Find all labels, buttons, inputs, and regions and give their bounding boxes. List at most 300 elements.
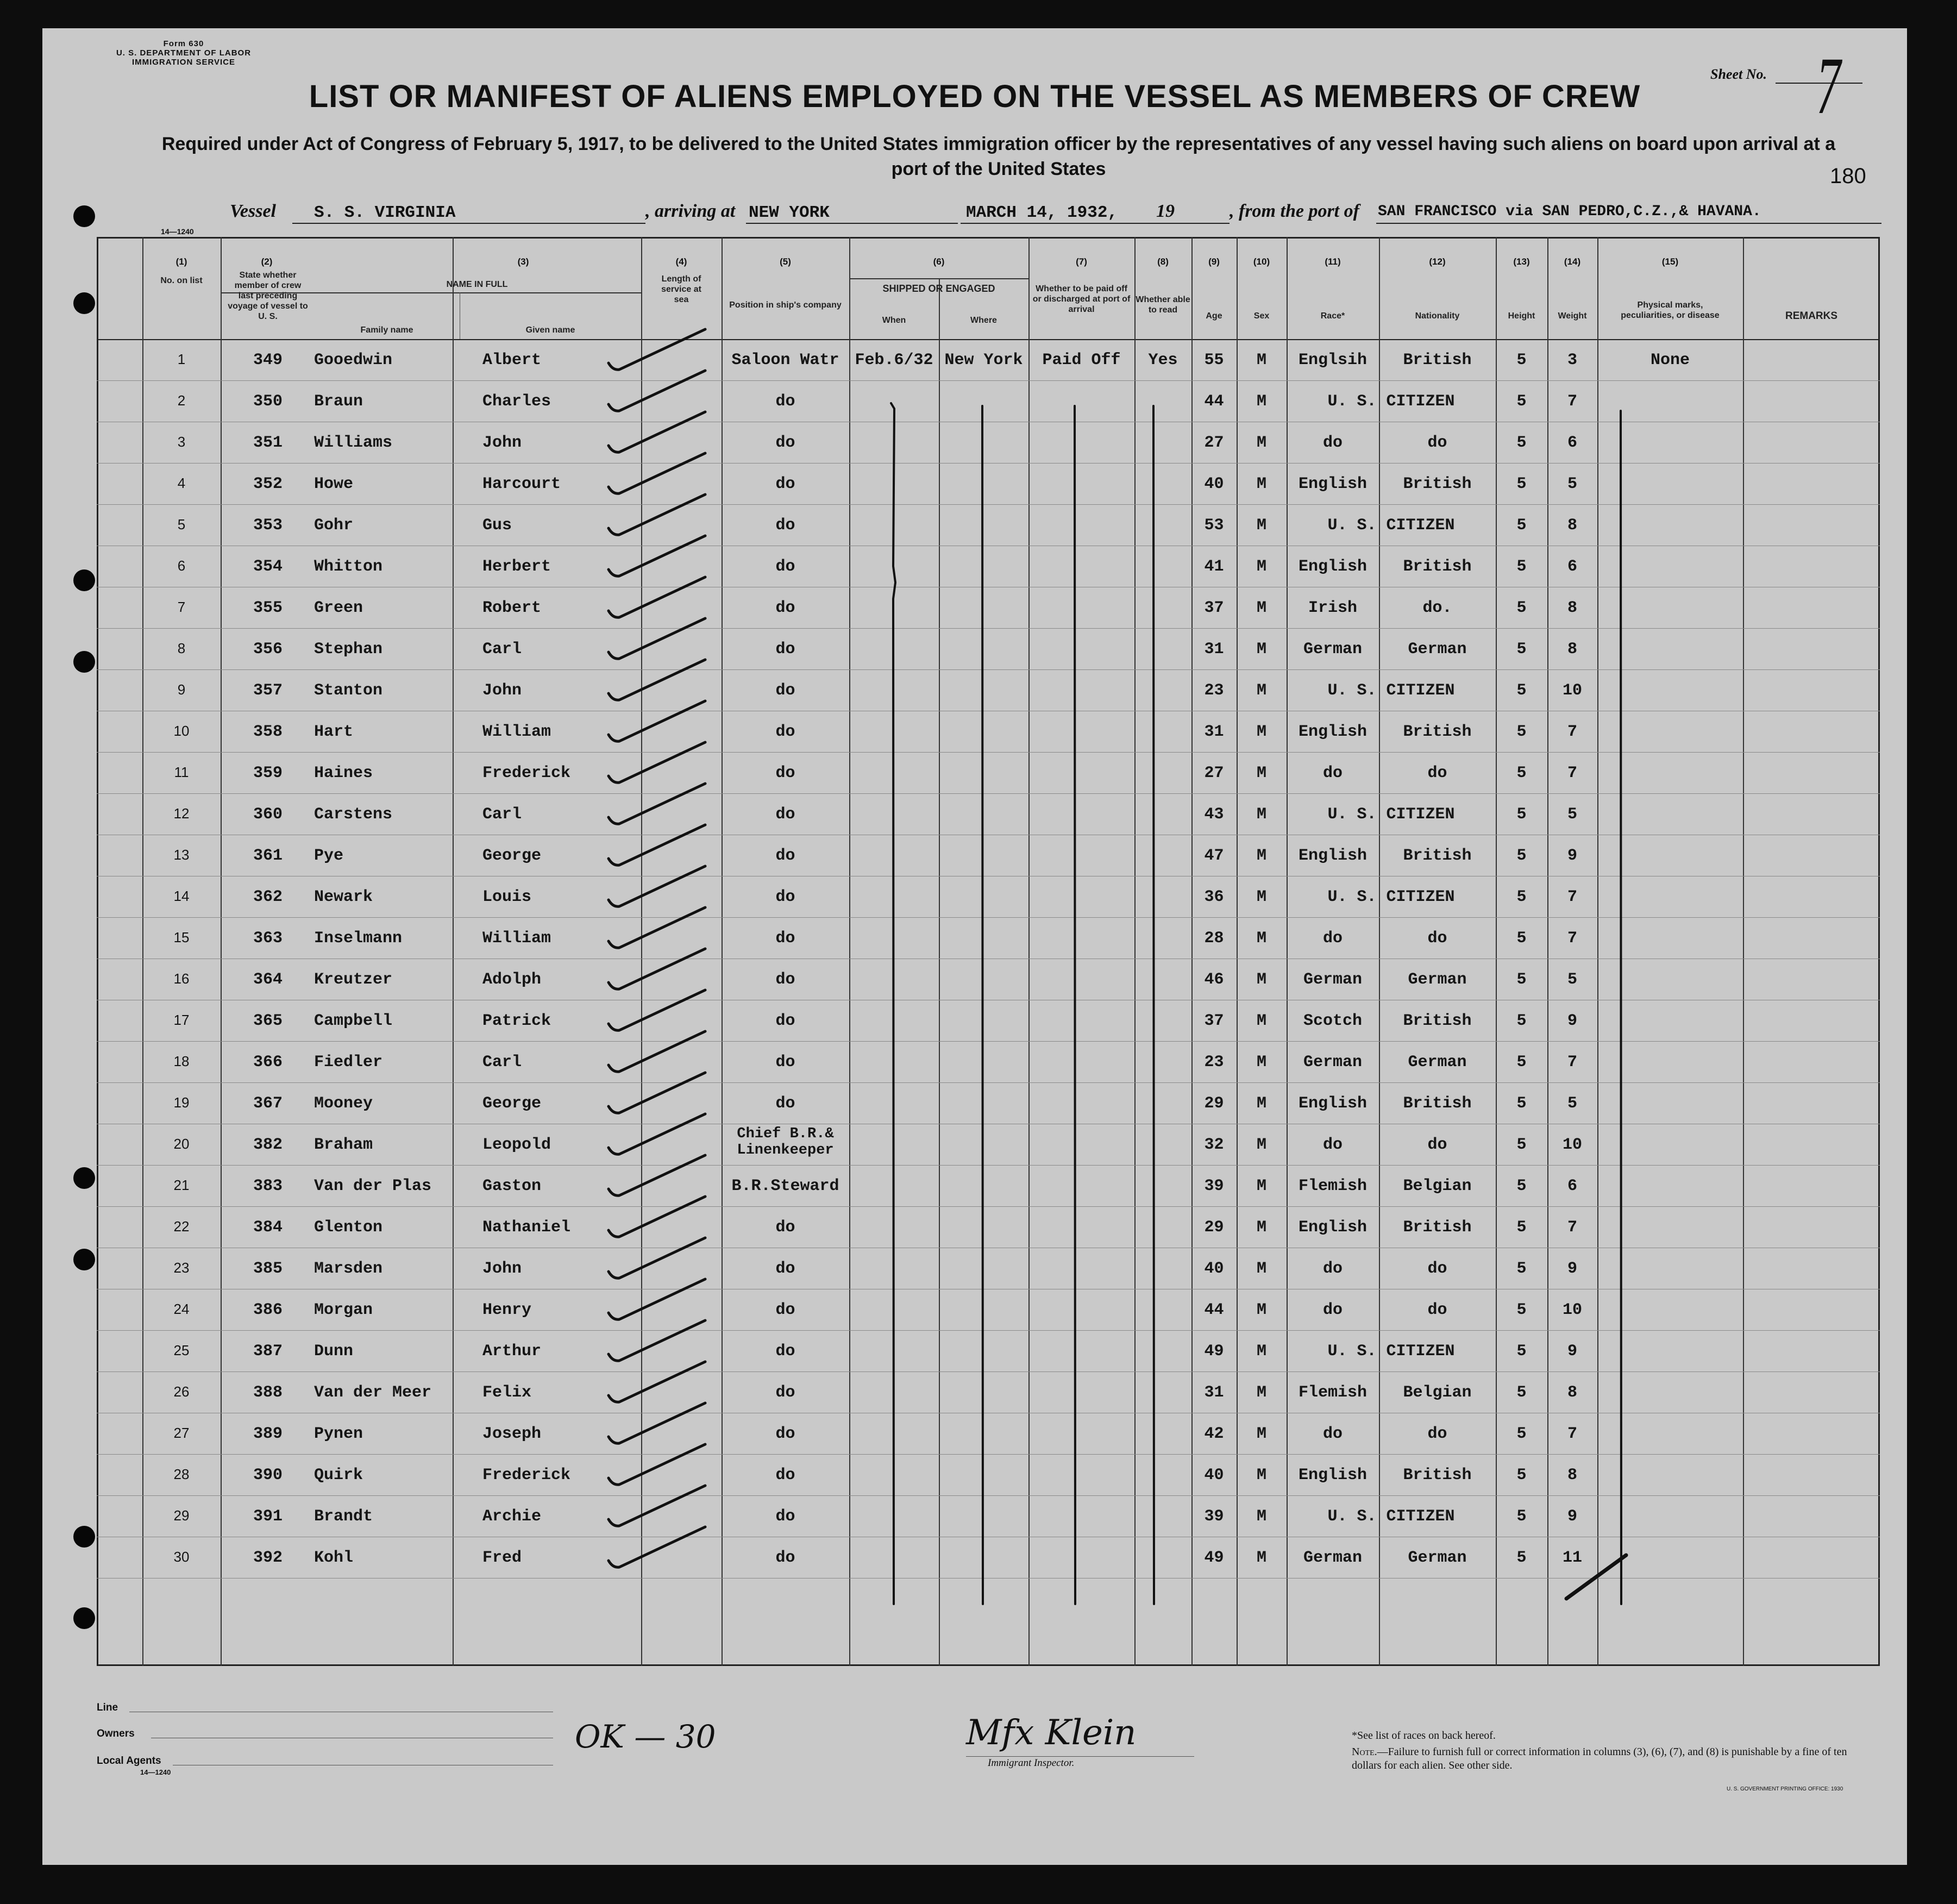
cell-height: 5	[1516, 681, 1527, 700]
cell-height: 5	[1516, 1342, 1527, 1361]
cell-sex: M	[1256, 1094, 1266, 1113]
binder-hole	[73, 1249, 95, 1270]
page-number: 180	[1830, 164, 1866, 188]
cell-weight: 7	[1567, 929, 1577, 948]
cell-height: 5	[1516, 1507, 1527, 1526]
cell-family: Van der Plas	[314, 1177, 432, 1195]
cell-sex: M	[1256, 599, 1266, 617]
cell-nationality: do	[1427, 1301, 1447, 1319]
cell-age: 49	[1204, 1342, 1224, 1361]
cell-family: Whitton	[314, 558, 383, 576]
cell-no: 21	[173, 1177, 190, 1193]
cell-age: 44	[1204, 1301, 1224, 1319]
cell-sex: M	[1256, 434, 1266, 452]
col8-number: (8)	[1157, 256, 1169, 267]
cell-height: 5	[1516, 558, 1527, 576]
cell-given: Arthur	[482, 1342, 542, 1361]
cell-prev: 351	[253, 434, 283, 452]
cell-weight: 10	[1562, 1136, 1582, 1154]
cell-family: Braun	[314, 392, 363, 411]
cell-position: do	[775, 1507, 795, 1526]
cell-prev: 385	[253, 1260, 283, 1278]
check-mark	[609, 1403, 705, 1443]
cell-position: Chief B.R.& Linenkeeper	[737, 1126, 834, 1158]
cell-weight: 11	[1562, 1549, 1582, 1567]
given-name-header: Given name	[525, 325, 575, 335]
cell-given: John	[482, 681, 522, 700]
cell-nationality: British	[1403, 723, 1472, 741]
cell-sex: M	[1256, 1136, 1266, 1154]
cell-no: 14	[173, 888, 190, 904]
cell-race: English	[1298, 847, 1368, 865]
check-mark	[609, 1238, 705, 1278]
cell-age: 36	[1204, 888, 1224, 906]
cell-marks: None	[1650, 351, 1690, 369]
cell-prev: 350	[253, 392, 283, 411]
cell-no: 4	[177, 475, 186, 491]
col1-number: (1)	[175, 256, 187, 267]
cell-position: do	[775, 970, 795, 989]
cell-position: do	[775, 1466, 795, 1485]
cell-family: Inselmann	[314, 929, 403, 948]
cell-height: 5	[1516, 723, 1527, 741]
check-mark	[609, 1031, 705, 1072]
col4-number: (4)	[675, 256, 687, 267]
cell-position: do	[775, 681, 795, 700]
cell-family: Howe	[314, 475, 354, 493]
cell-family: Stephan	[314, 640, 383, 659]
cell-weight: 7	[1567, 723, 1577, 741]
cell-no: 2	[177, 392, 186, 409]
cell-sex: M	[1256, 1301, 1266, 1319]
cell-nationality: do	[1427, 929, 1447, 948]
from-port: SAN FRANCISCO via SAN PEDRO,C.Z.,& HAVANA.	[1378, 203, 1761, 220]
col3-header: NAME IN FULL	[446, 280, 508, 289]
closing-slash	[1566, 1555, 1626, 1599]
cell-nationality: British	[1403, 558, 1472, 576]
cell-sex: M	[1256, 351, 1266, 369]
cell-prev: 358	[253, 723, 283, 741]
check-mark	[609, 1362, 705, 1402]
cell-no: 9	[177, 681, 186, 698]
cell-family: Newark	[314, 888, 373, 906]
cell-sex: M	[1256, 516, 1266, 535]
cell-nationality: Belgian	[1403, 1383, 1472, 1402]
cell-age: 42	[1204, 1425, 1224, 1443]
cell-citizen: U. S. CITIZEN	[1327, 516, 1455, 535]
cell-age: 37	[1204, 599, 1224, 617]
cell-prev: 391	[253, 1507, 283, 1526]
cell-age: 41	[1204, 558, 1224, 576]
check-mark	[609, 1197, 705, 1237]
cell-no: 15	[173, 929, 190, 945]
col4-header: Length of service at sea	[661, 274, 701, 304]
printing-office: U. S. GOVERNMENT PRINTING OFFICE: 1930	[1727, 1786, 1843, 1792]
cell-no: 16	[173, 970, 190, 987]
handwritten-ok: OK — 30	[575, 1718, 716, 1755]
cell-given: George	[482, 847, 542, 865]
cell-height: 5	[1516, 1425, 1527, 1443]
inspector-label: Immigrant Inspector.	[988, 1757, 1075, 1769]
cell-position: do	[775, 1260, 795, 1278]
col7-header: Whether to be paid off or discharged at port of arrival	[1032, 284, 1131, 314]
cell-no: 22	[173, 1218, 190, 1235]
cell-position: do	[775, 929, 795, 948]
cell-no: 1	[177, 351, 186, 367]
cell-nationality: do	[1427, 434, 1447, 452]
cell-nationality: British	[1403, 847, 1472, 865]
cell-height: 5	[1516, 847, 1527, 865]
cell-age: 37	[1204, 1012, 1224, 1030]
cell-given: Patrick	[482, 1012, 551, 1030]
cell-given: Harcourt	[482, 475, 561, 493]
cell-prev: 357	[253, 681, 283, 700]
cell-race: Flemish	[1298, 1177, 1368, 1195]
cell-no: 19	[173, 1094, 190, 1111]
cell-race: English	[1298, 558, 1368, 576]
cell-prev: 384	[253, 1218, 283, 1237]
cell-weight: 9	[1567, 1260, 1577, 1278]
cell-position: do	[775, 1094, 795, 1113]
cell-family: Stanton	[314, 681, 383, 700]
cell-no: 27	[173, 1425, 190, 1441]
cell-age: 40	[1204, 1466, 1224, 1485]
col5-number: (5)	[780, 256, 791, 267]
vessel-name: S. S. VIRGINIA	[314, 203, 456, 222]
cell-sex: M	[1256, 764, 1266, 782]
cell-citizen: U. S. CITIZEN	[1327, 392, 1455, 411]
cell-no: 30	[173, 1549, 190, 1565]
cell-sex: M	[1256, 681, 1266, 700]
cell-no: 5	[177, 516, 186, 533]
binder-hole	[73, 1607, 95, 1629]
department-name: U. S. DEPARTMENT OF LABOR	[116, 48, 252, 58]
cell-given: Gaston	[482, 1177, 542, 1195]
cell-weight: 9	[1567, 1342, 1577, 1361]
cell-position: do	[775, 434, 795, 452]
cell-age: 47	[1204, 847, 1224, 865]
cell-weight: 5	[1567, 1094, 1577, 1113]
cell-sex: M	[1256, 970, 1266, 989]
cell-given: Frederick	[482, 764, 571, 782]
cell-no: 25	[173, 1342, 190, 1358]
cell-citizen: U. S. CITIZEN	[1327, 888, 1455, 906]
cell-race: Irish	[1308, 599, 1357, 617]
cell-sex: M	[1256, 1177, 1266, 1195]
cell-age: 27	[1204, 764, 1224, 782]
cell-given: Leopold	[482, 1136, 551, 1154]
cell-given: Fred	[482, 1549, 522, 1567]
cell-race: English	[1298, 475, 1368, 493]
cell-citizen: U. S. CITIZEN	[1327, 1507, 1455, 1526]
cell-nationality: British	[1403, 351, 1472, 369]
cell-no: 20	[173, 1136, 190, 1152]
cell-weight: 6	[1567, 558, 1577, 576]
cell-family: Braham	[314, 1136, 373, 1154]
cell-prev: 367	[253, 1094, 283, 1113]
check-mark	[609, 949, 705, 989]
binder-hole	[73, 1526, 95, 1548]
cell-race: German	[1303, 1549, 1363, 1567]
line-label: Line	[97, 1702, 118, 1713]
cell-family: Green	[314, 599, 363, 617]
col7-number: (7)	[1076, 256, 1087, 267]
check-mark	[609, 907, 705, 948]
cell-family: Carstens	[314, 805, 393, 824]
cell-race: English	[1298, 1094, 1368, 1113]
cell-no: 23	[173, 1260, 190, 1276]
cell-height: 5	[1516, 599, 1527, 617]
col10-header: Sex	[1253, 311, 1270, 321]
cell-no: 17	[173, 1012, 190, 1028]
note-text: —Failure to furnish full or correct information in columns (3), (6), (7), and (8) is punishable by a fine of ten dollars for each alien. See other side.	[1352, 1746, 1847, 1771]
cell-weight: 8	[1567, 516, 1577, 535]
cell-race: English	[1298, 1218, 1368, 1237]
cell-age: 39	[1204, 1507, 1224, 1526]
cell-given: Carl	[482, 1053, 522, 1072]
cell-race: do	[1322, 1301, 1343, 1319]
cell-age: 40	[1204, 475, 1224, 493]
cell-read: Yes	[1148, 351, 1178, 369]
cell-prev: 363	[253, 929, 283, 948]
check-mark	[609, 701, 705, 741]
cell-position: do	[775, 1425, 795, 1443]
cell-family: Kreutzer	[314, 970, 393, 989]
cell-sex: M	[1256, 558, 1266, 576]
col11-number: (11)	[1325, 256, 1341, 267]
col1-header: No. on list	[160, 276, 203, 285]
penalty-note	[1352, 1745, 1852, 1773]
cell-race: Englsih	[1298, 351, 1368, 369]
cell-prev: 365	[253, 1012, 283, 1030]
cell-given: John	[482, 1260, 522, 1278]
cell-given: Nathaniel	[482, 1218, 571, 1237]
cell-height: 5	[1516, 1136, 1527, 1154]
cell-weight: 3	[1567, 351, 1577, 369]
cell-position: B.R.Steward	[731, 1177, 839, 1195]
check-mark	[609, 329, 705, 369]
cell-position: do	[775, 1342, 795, 1361]
cell-given: Felix	[482, 1383, 532, 1402]
cell-sex: M	[1256, 1549, 1266, 1567]
cell-position: do	[775, 1053, 795, 1072]
form-number: Form 630	[163, 39, 204, 48]
subtitle-line-1: Required under Act of Congress of February 5, 1917, to be delivered to the United States immigration officer by the representatives of any vessel having such aliens on board upon arrival at a	[161, 134, 1836, 154]
owners-label: Owners	[97, 1728, 135, 1739]
arrival-date: MARCH 14, 1932,	[966, 203, 1118, 222]
cell-position: do	[775, 1301, 795, 1319]
cell-sex: M	[1256, 475, 1266, 493]
cell-no: 18	[173, 1053, 190, 1069]
ditto-line-read	[1153, 406, 1154, 1604]
cell-weight: 8	[1567, 640, 1577, 659]
cell-weight: 10	[1562, 681, 1582, 700]
cell-weight: 5	[1567, 970, 1577, 989]
cell-no: 3	[177, 434, 186, 450]
cell-family: Gohr	[314, 516, 354, 535]
cell-given: Gus	[482, 516, 512, 535]
cell-prev: 362	[253, 888, 283, 906]
inspector-underline	[966, 1756, 1194, 1757]
cell-height: 5	[1516, 929, 1527, 948]
col9-number: (9)	[1208, 256, 1220, 267]
check-mark	[609, 1527, 705, 1567]
cell-nationality: British	[1403, 1466, 1472, 1485]
cell-age: 31	[1204, 723, 1224, 741]
cell-given: Carl	[482, 640, 522, 659]
cell-height: 5	[1516, 805, 1527, 824]
col8-header: Whether able to read	[1136, 295, 1190, 315]
cell-nationality: British	[1403, 1094, 1472, 1113]
cell-prev: 389	[253, 1425, 283, 1443]
cell-citizen: U. S. CITIZEN	[1327, 805, 1455, 824]
cell-race: German	[1303, 640, 1363, 659]
cell-age: 27	[1204, 434, 1224, 452]
cell-weight: 9	[1567, 1012, 1577, 1030]
cell-sex: M	[1256, 1342, 1266, 1361]
cell-race: do	[1322, 764, 1343, 782]
cell-sex: M	[1256, 392, 1266, 411]
cell-sex: M	[1256, 1466, 1266, 1485]
cell-height: 5	[1516, 1218, 1527, 1237]
check-mark	[609, 1155, 705, 1195]
cell-weight: 7	[1567, 764, 1577, 782]
cell-position: Saloon Watr	[731, 351, 839, 369]
cell-family: Pynen	[314, 1425, 363, 1443]
cell-height: 5	[1516, 640, 1527, 659]
check-mark	[609, 866, 705, 906]
cell-position: do	[775, 558, 795, 576]
cell-sex: M	[1256, 1260, 1266, 1278]
cell-race: English	[1298, 723, 1368, 741]
manifest-sheet	[42, 28, 1907, 1865]
cell-race: do	[1322, 434, 1343, 452]
cell-family: Quirk	[314, 1466, 363, 1485]
cell-weight: 7	[1567, 888, 1577, 906]
cell-position: do	[775, 516, 795, 535]
local-agents-label: Local Agents	[97, 1755, 161, 1767]
cell-race: do	[1322, 1260, 1343, 1278]
cell-family: Mooney	[314, 1094, 373, 1113]
cell-position: do	[775, 1218, 795, 1237]
check-mark	[609, 412, 705, 452]
vessel-label: Vessel	[230, 201, 276, 221]
cell-family: Brandt	[314, 1507, 373, 1526]
col10-number: (10)	[1253, 256, 1270, 267]
cell-weight: 7	[1567, 1425, 1577, 1443]
ditto-line-where	[982, 406, 983, 1604]
col9-header: Age	[1206, 311, 1222, 321]
col11-header: Race*	[1320, 311, 1345, 321]
cell-position: do	[775, 640, 795, 659]
col14-header: Weight	[1558, 311, 1587, 321]
cell-height: 5	[1516, 1012, 1527, 1030]
cell-position: do	[775, 723, 795, 741]
remarks-header: REMARKS	[1785, 310, 1838, 322]
binder-hole	[73, 205, 95, 227]
cell-age: 32	[1204, 1136, 1224, 1154]
binder-hole	[73, 292, 95, 314]
cell-height: 5	[1516, 970, 1527, 989]
cell-position: do	[775, 847, 795, 865]
cell-age: 31	[1204, 640, 1224, 659]
cell-no: 11	[174, 764, 189, 780]
cell-sex: M	[1256, 723, 1266, 741]
cell-weight: 8	[1567, 1383, 1577, 1402]
cell-position: do	[775, 392, 795, 411]
col14-number: (14)	[1564, 256, 1581, 267]
sheet-number-value: 7	[1816, 41, 1841, 131]
cell-family: Williams	[314, 434, 393, 452]
binder-hole	[73, 651, 95, 673]
cell-height: 5	[1516, 1549, 1527, 1567]
cell-no: 26	[173, 1383, 190, 1400]
cell-sex: M	[1256, 1053, 1266, 1072]
cell-race: German	[1303, 1053, 1363, 1072]
cell-age: 53	[1204, 516, 1224, 535]
ditto-line-when	[891, 403, 895, 1604]
page-title: LIST OR MANIFEST OF ALIENS EMPLOYED ON THE VESSEL AS MEMBERS OF CREW	[309, 79, 1641, 114]
cell-prev: 366	[253, 1053, 283, 1072]
cell-nationality: British	[1403, 1012, 1472, 1030]
cell-given: Archie	[482, 1507, 542, 1526]
check-mark	[609, 453, 705, 493]
cell-height: 5	[1516, 1094, 1527, 1113]
cell-weight: 10	[1562, 1301, 1582, 1319]
arriving-label: , arriving at	[645, 201, 736, 221]
cell-age: 40	[1204, 1260, 1224, 1278]
cell-given: William	[482, 929, 551, 948]
cell-position: do	[775, 1549, 795, 1567]
cell-no: 7	[177, 599, 186, 615]
cell-given: Joseph	[482, 1425, 542, 1443]
cell-family: Glenton	[314, 1218, 383, 1237]
cell-sex: M	[1256, 640, 1266, 659]
cell-prev: 388	[253, 1383, 283, 1402]
cell-race: Scotch	[1303, 1012, 1363, 1030]
year-label: 19	[1156, 201, 1175, 221]
cell-prev: 353	[253, 516, 283, 535]
cell-given: Adolph	[482, 970, 542, 989]
cell-prev: 386	[253, 1301, 283, 1319]
cell-weight: 7	[1567, 1053, 1577, 1072]
cell-weight: 6	[1567, 1177, 1577, 1195]
cell-prev: 349	[253, 351, 283, 369]
cell-nationality: British	[1403, 475, 1472, 493]
cell-age: 31	[1204, 1383, 1224, 1402]
cell-weight: 5	[1567, 475, 1577, 493]
col6-number: (6)	[933, 256, 945, 267]
cell-prev: 364	[253, 970, 283, 989]
arrival-port: NEW YORK	[749, 203, 830, 222]
check-mark	[609, 577, 705, 617]
cell-sex: M	[1256, 805, 1266, 824]
col15-number: (15)	[1661, 256, 1679, 267]
cell-position: do	[775, 599, 795, 617]
cell-nationality: German	[1408, 1053, 1467, 1072]
footer-print-code: 14—1240	[140, 1768, 171, 1776]
cell-given: Frederick	[482, 1466, 571, 1485]
cell-sex: M	[1256, 929, 1266, 948]
cell-no: 24	[173, 1301, 190, 1317]
check-mark	[609, 494, 705, 535]
cell-position: do	[775, 888, 795, 906]
cell-position: do	[775, 764, 795, 782]
cell-age: 28	[1204, 929, 1224, 948]
cell-nationality: do	[1427, 1425, 1447, 1443]
cell-race: German	[1303, 970, 1363, 989]
cell-height: 5	[1516, 516, 1527, 535]
